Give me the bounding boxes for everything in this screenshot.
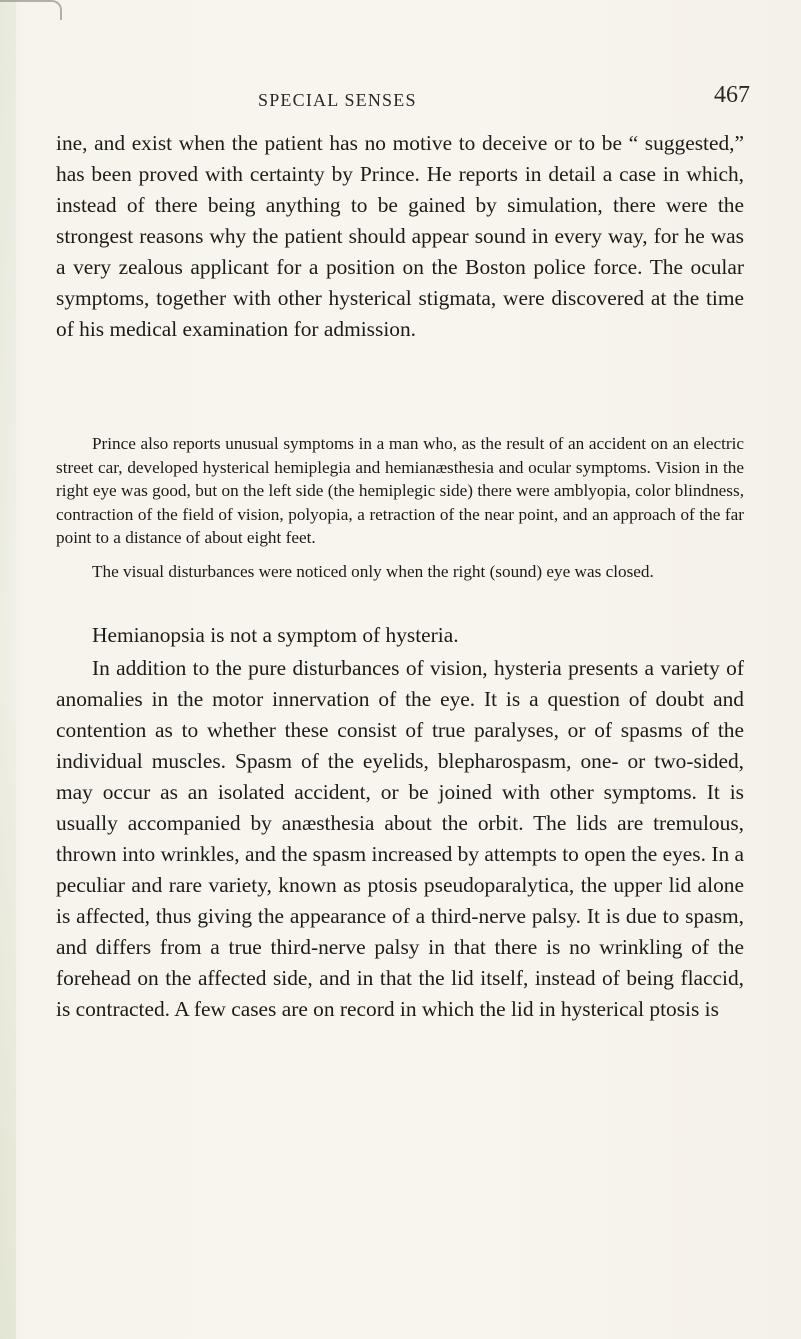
corner-fold-mark [0,0,62,20]
running-title: SPECIAL SENSES [258,90,417,110]
paragraph-visual-disturbances: The visual disturbances were noticed only when the right (sound) eye was closed. [92,562,654,581]
running-head [0,82,801,122]
paragraph-continuation: ine, and exist when the patient has no motive to deceive or to be “ suggested,” has been proved with certainty by Prince. He reports in detail a case in which, instead of there being anything to be gained by simulation, there were the strongest reasons why the patient should appear sound in every way, for he was a very zealous applicant for a position on the Boston police force. The ocular symptoms, together with other hysterical stigmata, were discovered at the time of his medical examination for admission. [56,131,744,341]
paragraph-motor-innervation: In addition to the pure disturbances of vision, hysteria presents a variety of anomalies in the motor innervation of the eye. It is a question of doubt and contention as to whether these consist of true paralyses, or of spasms of the individual muscles. Spasm of the eyelids, blepharospasm, one- or two-sided, may occur as an isolated accident, or be joined with other symptoms. It is usually accompanied by anæsthesia about the orbit. The lids are tremulous, thrown into wrinkles, and the spasm increased by attempts to open the eyes. In a peculiar and rare variety, known as ptosis pseudoparalytica, the upper lid alone is affected, thus giving the appearance of a third-nerve palsy. It is due to spasm, and differs from a true third-nerve palsy in that there is no wrinkling of the forehead on the affected side, and in that the lid itself, instead of being flaccid, is contracted. A few cases are on record in which the lid in hysterical ptosis is [56,656,744,1021]
page-edge-shadow [0,0,16,1339]
paragraph-prince-case: Prince also reports unusual symptoms in a man who, as the result of an accident on an electric street car, developed hysterical hemiplegia and hemianæsthesia and ocular symptoms. Vision in the right eye was good, but on the left side (the hemiplegic side) there were amblyopia, color blindness, contraction of the field of vision, polyopia, a retraction of the near point, and an approach of the far point to a distance of about eight feet. [56,434,744,548]
paragraph-hemianopsia: Hemianopsia is not a symptom of hysteria. [92,623,459,647]
page-number: 467 [714,82,750,108]
